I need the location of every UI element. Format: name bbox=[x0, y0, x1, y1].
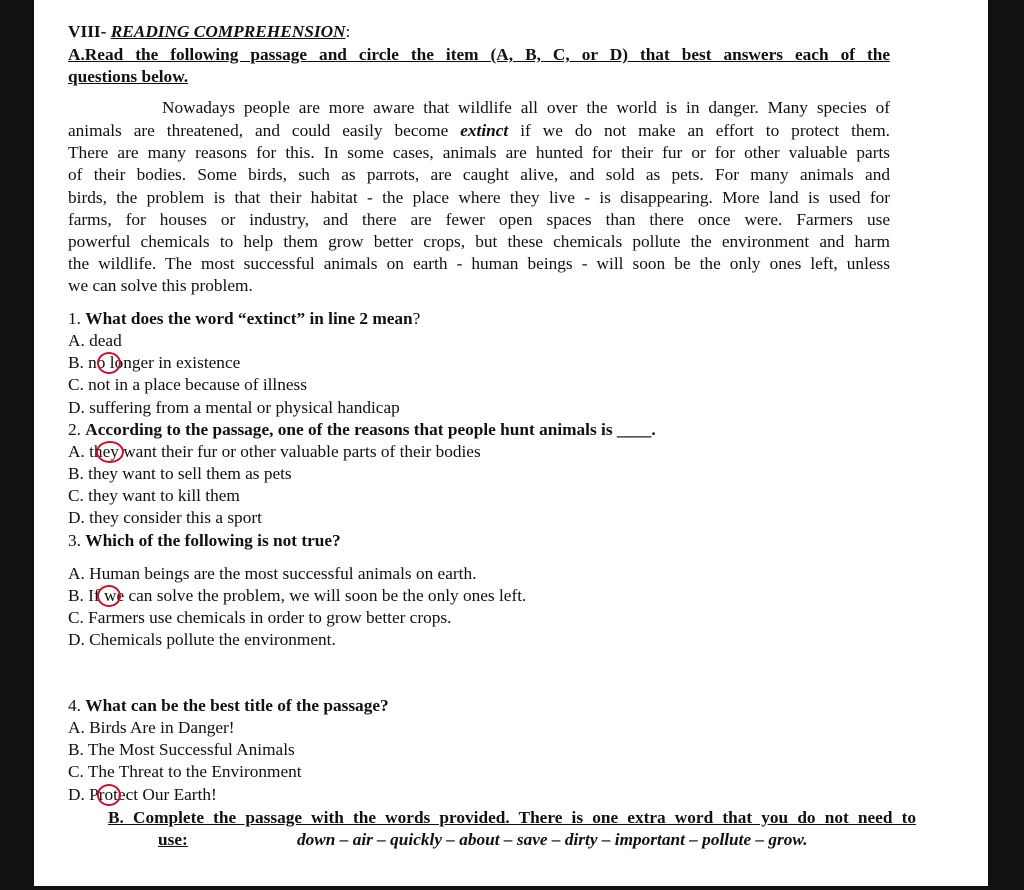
q2-answer-circle bbox=[96, 441, 124, 463]
q2-text: According to the passage, one of the reasons that people hunt animals is bbox=[85, 420, 613, 439]
passage-line-4: of their bodies. Some birds, such as parrots, are caught alive, and sold as pets. For many animals and bbox=[68, 165, 890, 184]
q3-option-c[interactable]: C. Farmers use chemicals in order to grow better crops. bbox=[68, 608, 452, 627]
passage-line-2-start: animals are threatened, and could easily become bbox=[68, 121, 461, 140]
q1-option-c[interactable]: C. not in a place because of illness bbox=[68, 375, 307, 394]
q2-option-d[interactable]: D. they consider this a sport bbox=[68, 508, 262, 527]
part-a-instruction-1: A.Read the following passage and circle the item (A, B, C, or D) that best answers each of the bbox=[68, 45, 890, 64]
q3-number: 3. bbox=[68, 531, 86, 550]
q1-option-b[interactable]: B. no longer in existence bbox=[68, 353, 241, 372]
q1-option-a[interactable]: A. dead bbox=[68, 331, 122, 350]
passage-keyword-extinct: extinct bbox=[460, 121, 509, 140]
q2-option-b[interactable]: B. they want to sell them as pets bbox=[68, 464, 292, 483]
q4-text: What can be the best title of the passage? bbox=[85, 696, 389, 715]
q2-option-a[interactable]: A. they want their fur or other valuable parts of their bodies bbox=[68, 442, 481, 461]
section-number: VIII- bbox=[68, 22, 111, 41]
passage-line-1: Nowadays people are more aware that wildlife all over the world is in danger. Many species of bbox=[162, 98, 890, 117]
q4-number: 4. bbox=[68, 696, 86, 715]
part-b-use-label bbox=[158, 829, 188, 851]
q4-option-b[interactable]: B. The Most Successful Animals bbox=[68, 740, 295, 759]
q3-answer-circle bbox=[97, 585, 121, 607]
q4-option-d[interactable]: D. Protect Our Earth! bbox=[68, 785, 217, 804]
word-bank: down – air – quickly – about – save – dirty – important – pollute – grow. bbox=[297, 830, 808, 849]
q3-option-b[interactable]: B. If we can solve the problem, we will soon be the only ones left. bbox=[68, 586, 527, 605]
q1-end: ? bbox=[412, 309, 421, 328]
section-colon: : bbox=[345, 22, 351, 41]
q3-option-d[interactable]: D. Chemicals pollute the environment. bbox=[68, 630, 336, 649]
passage-line-5: birds, the problem is that their habitat - the place where they live - is disappearing. More land is used for bbox=[68, 188, 890, 207]
q2-option-c[interactable]: C. they want to kill them bbox=[68, 486, 240, 505]
passage-line-6: farms, for houses or industry, and there are fewer open spaces than there once were. Farmers use bbox=[68, 210, 890, 229]
q1-text: What does the word “extinct” in line 2 mean bbox=[85, 309, 413, 328]
question-4 bbox=[68, 695, 389, 717]
q4-option-a[interactable]: A. Birds Are in Danger! bbox=[68, 718, 235, 737]
question-3 bbox=[68, 530, 341, 552]
passage-line-3: There are many reasons for this. In some cases, animals are hunted for their fur or for other valuable parts bbox=[68, 143, 890, 162]
passage-line-2-end: if we do not make an effort to protect them. bbox=[508, 121, 890, 140]
q4-option-c[interactable]: C. The Threat to the Environment bbox=[68, 762, 302, 781]
section-title bbox=[68, 21, 350, 43]
q2-number: 2. bbox=[68, 420, 86, 439]
part-b-instruction: B. Complete the passage with the words provided. There is one extra word that you do not need to bbox=[108, 808, 916, 827]
q1-option-d[interactable]: D. suffering from a mental or physical handicap bbox=[68, 398, 400, 417]
q3-text: Which of the following is not true? bbox=[85, 531, 341, 550]
passage-line-9: we can solve this problem. bbox=[68, 276, 253, 295]
q1-answer-circle bbox=[97, 352, 121, 374]
q2-blank: ____. bbox=[612, 420, 656, 439]
q4-answer-circle bbox=[97, 784, 121, 806]
passage-line-2 bbox=[68, 120, 890, 142]
section-name: READING COMPREHENSION bbox=[110, 22, 346, 41]
use-label: use: bbox=[158, 830, 188, 849]
q3-option-a[interactable]: A. Human beings are the most successful animals on earth. bbox=[68, 564, 477, 583]
q1-number: 1. bbox=[68, 309, 86, 328]
part-a-instruction-2: questions below. bbox=[68, 67, 189, 86]
question-2 bbox=[68, 419, 656, 441]
passage-line-7: powerful chemicals to help them grow better crops, but these chemicals pollute the environment and harm bbox=[68, 232, 890, 251]
passage-line-8: the wildlife. The most successful animals on earth - human beings - will soon be the only ones left, unless bbox=[68, 254, 890, 273]
question-1 bbox=[68, 308, 420, 330]
